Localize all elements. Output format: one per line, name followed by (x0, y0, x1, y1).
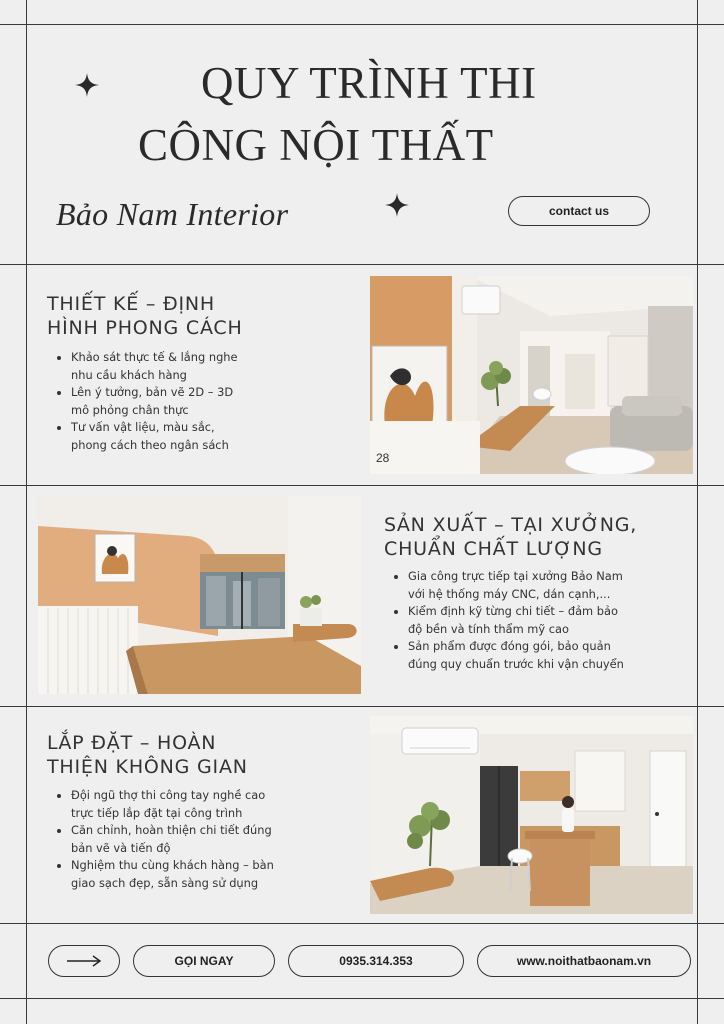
section-1-title (47, 292, 243, 340)
arrow-right-icon (66, 955, 102, 967)
section-3-title-line-2: THIỆN KHÔNG GIAN (47, 756, 248, 778)
grid-line-section2-bottom (0, 706, 724, 707)
installation-room-photo (370, 716, 693, 914)
title-line-2: CÔNG NỘI THẤT (138, 120, 494, 170)
grid-line-top (0, 24, 724, 25)
arrow-button[interactable] (48, 945, 120, 977)
list-item: • Lên ý tưởng, bản vẽ 2D – 3D mô phỏng chân thực (71, 384, 331, 419)
website-link[interactable]: www.noithatbaonam.vn (477, 945, 691, 977)
photo-sign-text: 28 (376, 451, 390, 465)
section-3-bullets (55, 787, 331, 892)
phone-link[interactable]: 0935.314.353 (288, 945, 464, 977)
section-3-title-line-1: LẮP ĐẶT – HOÀN (47, 732, 217, 754)
design-room-photo (370, 276, 693, 474)
title-line-1: QUY TRÌNH THI (201, 58, 537, 108)
section-2-title-line-1: SẢN XUẤT – TẠI XƯỞNG, (384, 514, 638, 536)
list-item: • Gia công trực tiếp tại xưởng Bảo Nam với hệ thống máy CNC, dán cạnh,... (408, 568, 708, 603)
list-item: • Căn chỉnh, hoàn thiện chi tiết đúng bản vẽ và tiến độ (71, 822, 331, 857)
section-1-title-line-1: THIẾT KẾ – ĐỊNH (47, 293, 216, 315)
contact-us-button[interactable]: contact us (508, 196, 650, 226)
section-3-title (47, 731, 248, 779)
grid-line-left (26, 0, 27, 1024)
page-title (138, 52, 698, 176)
grid-line-header-bottom (0, 264, 724, 265)
list-item: • Đội ngũ thợ thi công tay nghề cao trực tiếp lắp đặt tại công trình (71, 787, 331, 822)
section-2-title-line-2: CHUẨN CHẤT LƯỢNG (384, 538, 603, 560)
list-item: • Khảo sát thực tế & lắng nghe nhu cầu khách hàng (71, 349, 331, 384)
grid-line-section3-bottom (0, 923, 724, 924)
sparkle-icon (385, 193, 409, 217)
list-item: • Sản phẩm được đóng gói, bảo quản đúng quy chuẩn trước khi vận chuyển (408, 638, 708, 673)
sparkle-icon (75, 73, 99, 97)
grid-line-section1-bottom (0, 485, 724, 486)
section-2-bullets (392, 568, 708, 673)
workshop-room-photo (38, 496, 361, 694)
call-now-button[interactable]: GỌI NGAY (133, 945, 275, 977)
section-2-title (384, 513, 637, 561)
list-item: • Nghiệm thu cùng khách hàng – bàn giao sạch đẹp, sẵn sàng sử dụng (71, 857, 331, 892)
brand-name: Bảo Nam Interior (56, 196, 289, 232)
list-item: • Tư vấn vật liệu, màu sắc, phong cách theo ngân sách (71, 419, 331, 454)
section-1-bullets (55, 349, 331, 454)
section-1-title-line-2: HÌNH PHONG CÁCH (47, 317, 243, 339)
list-item: • Kiểm định kỹ từng chi tiết – đảm bảo độ bền và tính thẩm mỹ cao (408, 603, 708, 638)
grid-line-footer-bottom (0, 998, 724, 999)
